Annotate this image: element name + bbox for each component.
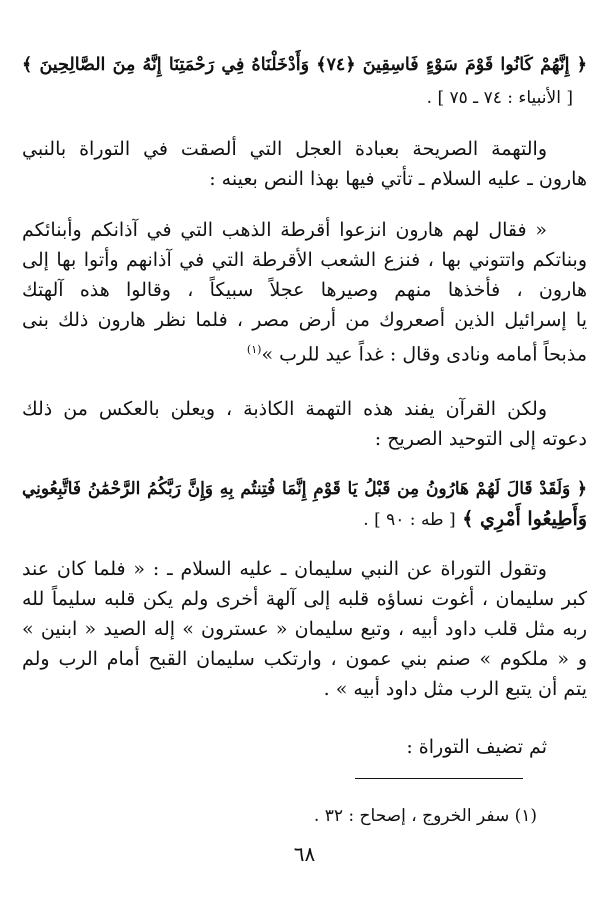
quran-verse-taha [22, 474, 587, 535]
verse-line: ﴿ وَلَقَدْ قَالَ لَهُمْ هَارُونُ مِن قَبْلُ يَا قَوْمِ إِنَّمَا فُتِنتُم بِهِ وَإِنَّ رَبَّكُمُ الرَّحْمَٰنُ فَاتَّبِعُونِي [22, 479, 587, 499]
text-line: دعوته إلى التوحيد الصريح : [374, 428, 587, 450]
text-line: و « ملكوم » صنم بني عمون ، وارتكب سليمان القبح أمام الرب ولم [22, 648, 587, 670]
quran-verse-anbiya [22, 50, 587, 80]
quote-end-text: مذبحاً أمامه ونادى وقال : غداً عيد للرب » [261, 343, 587, 366]
text-line: هارون ، فأخذها منهم وصيرها عجلاً سبيكاً ، وقالوا هذه آلهتك [22, 279, 587, 301]
text-line: يا إسرائيل الذين أصعروك من أرض مصر ، فلما نظر هارون ذلك بنى [22, 309, 587, 331]
verse-line [22, 504, 587, 535]
text-line [22, 335, 587, 369]
text-line: وتقول التوراة عن النبي سليمان ـ عليه السلام ـ : « فلما كان عند [22, 558, 547, 580]
text-line: كبر سليمان ، أغوت نساؤه قلبه إلى آلهة أخرى ولم يكن قلبه سليماً لله [22, 588, 587, 610]
footnote: (١) سفر الخروج ، إصحاح : ٣٢ . [313, 806, 537, 826]
verse-line: ﴿ إِنَّهُمْ كَانُوا قَوْمَ سَوْءٍ فَاسِقِينَ ﴿٧٤﴾ وَأَدْخَلْنَاهُ فِي رَحْمَتِنَا إِنَّهُ مِنَ الصَّالِحِينَ ﴾ [22, 55, 587, 75]
paragraph-calf-accusation [22, 134, 587, 194]
verse-reference-taha: [ طه : ٩٠ ] . [363, 510, 456, 530]
verse-reference-anbiya: [ الأنبياء : ٧٤ ـ ٧٥ ] . [426, 88, 573, 108]
text-line: وبناتكم واتتوني بها ، فنزع الشعب الأقرطة التي في آذانهم وأتوا بها إلى [22, 249, 587, 271]
text-line: ربه مثل قلب داود أبيه ، وتبع سليمان « عسترون » إله الصيد « ابنين » [22, 618, 587, 640]
text-line: هارون ـ عليه السلام ـ تأتي فيها بهذا النص بعينه : [209, 168, 587, 190]
footnote-divider [355, 778, 523, 779]
page-number: ٦٨ [293, 842, 316, 866]
text-line: ولكن القرآن يفند هذه التهمة الكاذبة ، ويعلن بالعكس من ذلك [22, 398, 547, 420]
text-line: « فقال لهم هارون انزعوا أقرطة الذهب التي في آذانكم وأبنائكم [22, 219, 547, 241]
verse-line-end: وَأَطِيعُوا أَمْرِي ﴾ [462, 508, 587, 530]
paragraph-solomon [22, 554, 587, 704]
footnote-marker: (١) [246, 343, 262, 356]
torah-quote-aaron [22, 215, 587, 369]
text-line: والتهمة الصريحة بعبادة العجل التي ألصقت في التوراة بالنبي [22, 138, 547, 160]
text-line: يتم أن يتبع الرب مثل داود أبيه » . [323, 678, 587, 700]
paragraph-torah-adds: ثم تضيف التوراة : [406, 736, 547, 758]
paragraph-quran-refutes [22, 394, 587, 454]
